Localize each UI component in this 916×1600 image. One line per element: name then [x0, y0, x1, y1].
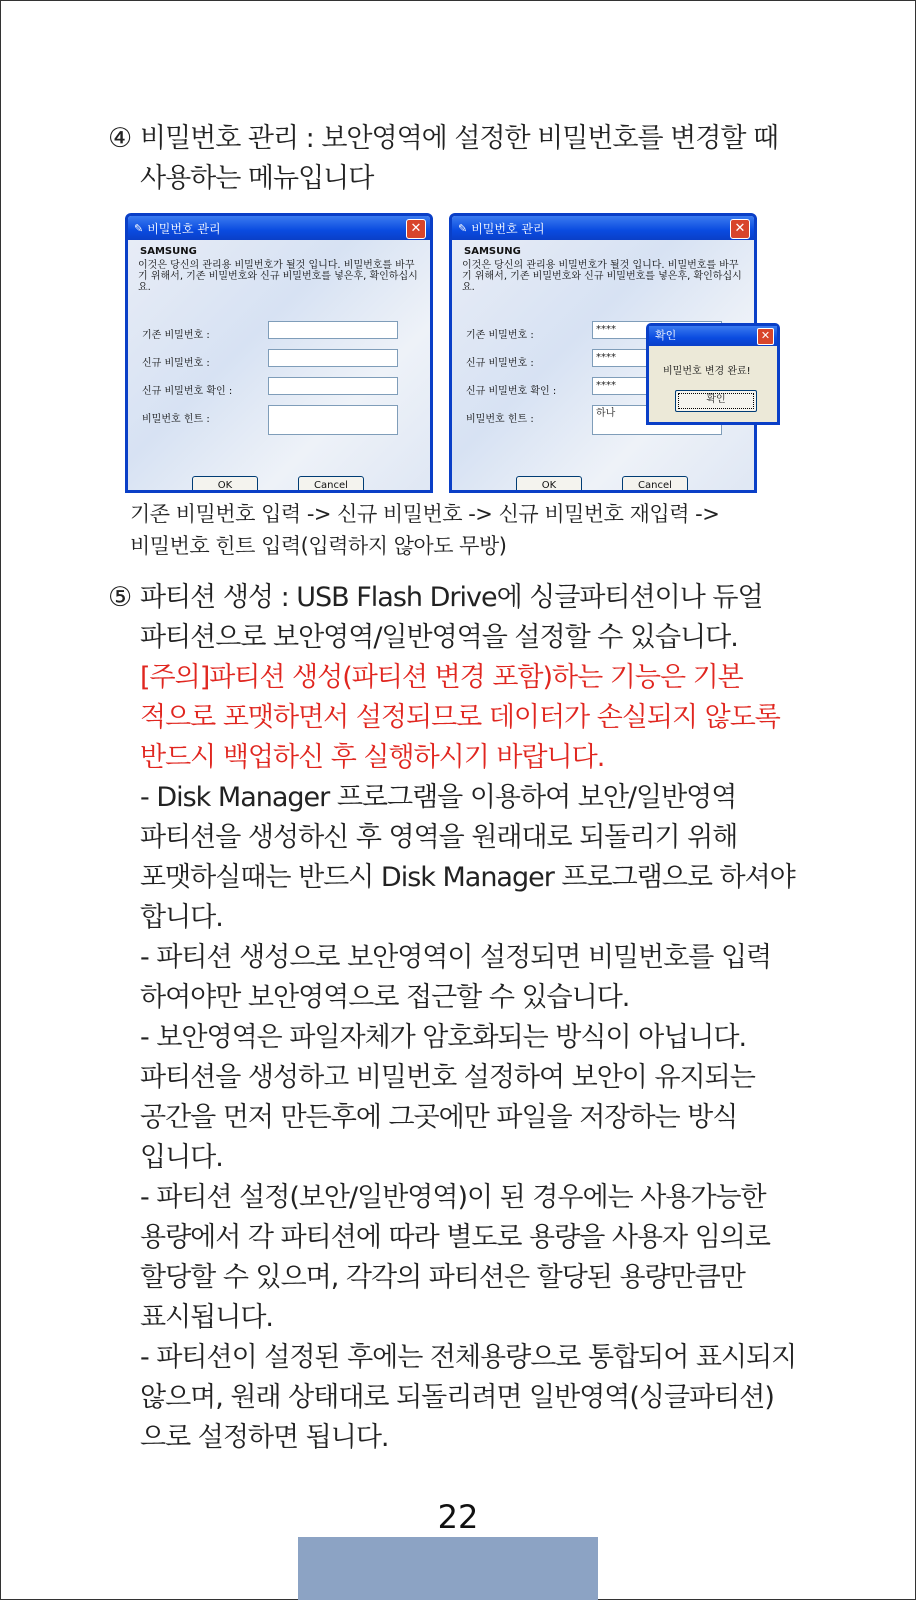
confirm-password-field[interactable]	[268, 377, 398, 395]
note-line: 하여야만 보안영역으로 접근할 수 있습니다.	[140, 982, 630, 1013]
close-icon[interactable]: ✕	[757, 328, 774, 345]
dialog-description: 이것은 당신의 관리용 비밀번호가 될것 입니다. 비밀번호를 바꾸기 위해서, 기존 비밀번호와 신규 비밀번호를 넣은후, 확인하십시요.	[138, 260, 418, 293]
old-password-field[interactable]	[268, 321, 398, 339]
close-icon[interactable]: ✕	[730, 219, 750, 239]
page-number: 22	[437, 1498, 479, 1536]
note-5	[108, 1338, 798, 1458]
cancel-button[interactable]: Cancel	[622, 476, 688, 493]
new-password-label: 신규 비밀번호 :	[142, 358, 210, 369]
note-line: - 보안영역은 파일자체가 암호화되는 방식이 아닙니다.	[140, 1022, 747, 1053]
note-line: 합니다.	[140, 902, 223, 933]
password-hint-label: 비밀번호 힌트 :	[466, 414, 534, 425]
dialog-titlebar	[128, 216, 430, 240]
ok-button[interactable]: OK	[516, 476, 582, 493]
note-line: - 파티션이 설정된 후에는 전체용량으로 통합되어 표시되지	[140, 1342, 797, 1373]
brand-label: SAMSUNG	[140, 246, 197, 257]
note-4	[108, 1178, 798, 1338]
caption-line-1: 기존 비밀번호 입력 -> 신규 비밀번호 -> 신규 비밀번호 재입력 ->	[130, 502, 720, 526]
popup-confirm-button[interactable]: 확인	[675, 390, 757, 412]
old-password-label: 기존 비밀번호 :	[142, 330, 210, 341]
password-hint-field[interactable]: 하나	[592, 405, 722, 435]
section-5-intro-1: 파티션 생성 : USB Flash Drive에 싱글파티션이나 듀얼	[140, 582, 763, 613]
cancel-button[interactable]: Cancel	[298, 476, 364, 493]
dialog-description: 이것은 당신의 관리용 비밀번호가 될것 입니다. 비밀번호를 바꾸기 위해서, 기존 비밀번호와 신규 비밀번호를 넣은후, 확인하십시요.	[462, 260, 742, 293]
note-line: - 파티션 설정(보안/일반영역)이 된 경우에는 사용가능한	[140, 1182, 766, 1213]
note-1	[108, 778, 798, 938]
confirm-password-label: 신규 비밀번호 확인 :	[142, 386, 233, 397]
section-5	[108, 578, 798, 1458]
warning-line-2: 적으로 포맷하면서 설정되므로 데이터가 손실되지 않도록	[140, 702, 780, 733]
note-line: 용량에서 각 파티션에 따라 별도로 용량을 사용자 임의로	[140, 1222, 770, 1253]
note-line: 으로 설정하면 됩니다.	[140, 1422, 389, 1453]
note-line: 포맷하실때는 반드시 Disk Manager 프로그램으로 하셔야	[140, 862, 795, 893]
section-4-line-2: 사용하는 메뉴입니다	[140, 163, 374, 194]
note-line: 공간을 먼저 만든후에 그곳에만 파일을 저장하는 방식	[140, 1102, 738, 1133]
warning-line-3: 반드시 백업하신 후 실행하시기 바랍니다.	[140, 742, 605, 773]
caption-line-2: 비밀번호 힌트 입력(입력하지 않아도 무방)	[130, 534, 507, 558]
warning-line-1: [주의]파티션 생성(파티션 변경 포함)하는 기능은 기본	[140, 662, 743, 693]
popup-message: 비밀번호 변경 완료!	[663, 366, 751, 377]
note-line: 파티션을 생성하신 후 영역을 원래대로 되돌리기 위해	[140, 822, 738, 853]
old-password-field[interactable]: ****	[592, 321, 722, 339]
close-icon[interactable]: ✕	[406, 219, 426, 239]
new-password-field[interactable]	[268, 349, 398, 367]
confirm-popup	[646, 323, 780, 425]
popup-title: 확인	[649, 326, 777, 346]
note-2	[108, 938, 798, 1018]
old-password-label: 기존 비밀번호 :	[466, 330, 534, 341]
new-password-label: 신규 비밀번호 :	[466, 358, 534, 369]
dialog-caption	[130, 498, 790, 562]
dialog-title: 비밀번호 관리	[147, 221, 221, 236]
brand-label: SAMSUNG	[464, 246, 521, 257]
dialog-title: 비밀번호 관리	[471, 221, 545, 236]
note-line: 않으며, 원래 상태대로 되돌리려면 일반영역(싱글파티션)	[140, 1382, 774, 1413]
note-line: 입니다.	[140, 1142, 223, 1173]
confirm-password-label: 신규 비밀번호 확인 :	[466, 386, 557, 397]
key-icon: ✎	[134, 221, 144, 235]
password-hint-label: 비밀번호 힌트 :	[142, 414, 210, 425]
section-4	[108, 119, 798, 199]
note-line: - 파티션 생성으로 보안영역이 설정되면 비밀번호를 입력	[140, 942, 772, 973]
note-line: 할당할 수 있으며, 각각의 파티션은 할당된 용량만큼만	[140, 1262, 745, 1293]
note-line: - Disk Manager 프로그램을 이용하여 보안/일반영역	[140, 782, 737, 813]
section-4-line-1: 비밀번호 관리 : 보안영역에 설정한 비밀번호를 변경할 때	[140, 123, 779, 154]
section-5-number: ⑤	[108, 582, 132, 613]
ok-button[interactable]: OK	[192, 476, 258, 493]
note-line: 파티션을 생성하고 비밀번호 설정하여 보안이 유지되는	[140, 1062, 755, 1093]
password-hint-field[interactable]	[268, 405, 398, 435]
footer-bar	[298, 1537, 598, 1600]
password-dialog-empty	[125, 213, 433, 493]
dialog-titlebar	[452, 216, 754, 240]
key-icon: ✎	[458, 221, 468, 235]
confirm-password-field[interactable]: ****	[592, 377, 722, 395]
new-password-field[interactable]: ****	[592, 349, 722, 367]
note-3	[108, 1018, 798, 1178]
note-line: 표시됩니다.	[140, 1302, 273, 1333]
section-5-intro-2: 파티션으로 보안영역/일반영역을 설정할 수 있습니다.	[140, 622, 738, 653]
section-4-number: ④	[108, 123, 132, 154]
